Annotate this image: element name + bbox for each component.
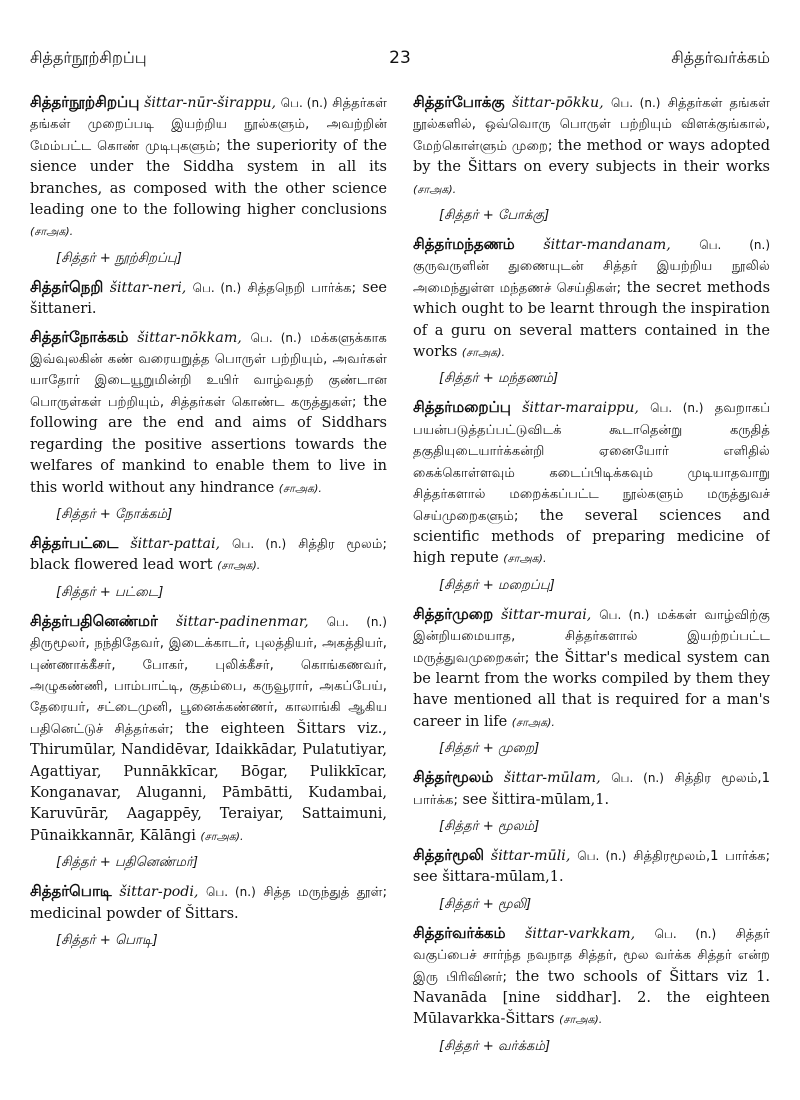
dictionary-entry: [413, 92, 770, 200]
entry-headword: சித்தர்மூலம்: [413, 768, 494, 787]
entry-source: (சாஅக).: [559, 1013, 603, 1027]
entry-etymology: [சித்தர் + பதினெண்மர்]: [56, 855, 199, 871]
dictionary-entry: [413, 767, 770, 811]
entry-transliteration: šittar-pōkku,: [511, 95, 604, 111]
entry-transliteration: šittar-mandanam,: [543, 237, 671, 254]
header-left-guideword: சித்தர்நூற்சிறப்பு: [30, 48, 147, 67]
entry-part-of-speech: பெ. (n.): [699, 238, 770, 253]
entry-etymology: [சித்தர் + நூற்சிறப்பு]: [56, 250, 182, 266]
entry-english-definition: the two schools of Šittars viz 1. Navanāda [nine siddhar]. 2. the eighteen Mūlavarkka-Šittars: [413, 968, 770, 1028]
entry-part-of-speech: பெ. (n.): [232, 536, 287, 551]
entry-headword: சித்தர்போக்கு: [413, 93, 505, 111]
entry-transliteration: šittar-maraippu,: [522, 400, 639, 417]
entry-part-of-speech: பெ. (n.): [326, 614, 387, 629]
entry-english-definition: see šittara-mūlam,1.: [413, 869, 564, 886]
entry-etymology: [சித்தர் + மந்தணம்]: [439, 371, 559, 387]
entry-source: (சாஅக).: [217, 559, 261, 573]
entry-headword: சித்தர்மந்தணம்: [413, 235, 515, 254]
dictionary-entry: [413, 604, 770, 733]
entry-tamil-definition: சித்திரமூலம்,1 பார்க்க;: [633, 848, 770, 864]
entry-english-definition: black flowered lead wort: [30, 557, 213, 574]
left-column: [30, 92, 387, 1090]
entry-english-definition: see šittira-mūlam,1.: [462, 791, 610, 808]
entry-transliteration: šittar-varkkam,: [525, 925, 636, 942]
entry-headword: சித்தர்பட்டை: [30, 533, 119, 552]
entry-tamil-definition: திருமூலர், நந்திதேவர், இடைக்காடர், புலத்தியர், அகத்தியர், புண்ணாக்கீசர், போகர், புலிக்கீசர், கொங்கணவர், அழுகண்ணி, பாம்பாட்டி, குதம்பை, கருவூரார், அகப்பேய், தேரையர், சட்டைமுனி, பூனைக்கண்ணர், காலாங்கி ஆகிய பதினெட்டுச் சித்தர்கள்;: [30, 636, 387, 737]
entry-source: (சாஅக).: [511, 715, 555, 729]
entry-transliteration: šittar-mūli,: [490, 847, 571, 864]
entry-transliteration: šittar-neri,: [109, 279, 187, 296]
entry-headword: சித்தர்முறை: [413, 604, 494, 623]
entry-part-of-speech: பெ. (n.): [192, 280, 242, 295]
entry-tamil-definition: சித்திர மூலம்;: [298, 536, 387, 552]
entry-part-of-speech: பெ. (n.): [650, 401, 704, 416]
entry-tamil-definition: சித்த மருந்துத் தூள்;: [263, 885, 387, 901]
dictionary-entry: [413, 397, 770, 569]
entry-part-of-speech: பெ. (n.): [611, 771, 664, 786]
entry-part-of-speech: பெ. (n.): [205, 885, 256, 900]
entry-english-definition: the Šittar's medical system can be learnt from the works compiled by them they have mentioned all that is required for a man's career in life: [413, 649, 770, 730]
entry-transliteration: šittar-padinenmar,: [175, 613, 309, 630]
entry-tamil-definition: குருவருளின் துணையுடன் சித்தர் இயற்றிய நூலில் அமைந்துள்ள மந்தணச் செய்திகள்;: [413, 259, 770, 296]
entry-headword: சித்தர்மூலி: [413, 845, 485, 864]
entry-headword: சித்தர்பதினெண்மர்: [30, 611, 158, 630]
entry-etymology: [சித்தர் + வர்க்கம்]: [439, 1038, 551, 1054]
entry-source: (சாஅக).: [30, 225, 74, 239]
entry-headword: சித்தர்வர்க்கம்: [413, 923, 506, 942]
entry-tamil-definition: சித்திர மூலம்,1 பார்க்க;: [413, 771, 770, 808]
entry-source: (சாஅக).: [200, 829, 244, 843]
dictionary-entry: [30, 533, 387, 577]
entry-part-of-speech: பெ. (n.): [577, 848, 627, 863]
entry-etymology: [சித்தர் + நோக்கம்]: [56, 506, 173, 522]
entry-transliteration: šittar-nūr-širappu,: [144, 95, 277, 111]
entry-headword: சித்தர்நெறி: [30, 277, 104, 296]
entry-etymology: [சித்தர் + பட்டை]: [56, 584, 164, 600]
entry-headword: சித்தர்நோக்கம்: [30, 327, 129, 346]
entry-transliteration: šittar-mūlam,: [503, 770, 601, 787]
entry-english-definition: see šittaneri.: [30, 279, 387, 318]
entry-etymology: [சித்தர் + பொடி]: [56, 933, 158, 948]
header-right-guideword: சித்தர்வர்க்கம்: [671, 48, 770, 67]
entry-tamil-definition: சித்தநெறி பார்க்க;: [247, 280, 357, 296]
entry-english-definition: the superiority of the sience under the Siddha system in all its branches, as composed with the other science leading one to the following higher conclusions: [30, 137, 387, 219]
page-number: 23: [389, 48, 411, 68]
entry-headword: சித்தர்நூற்சிறப்பு: [30, 93, 140, 111]
entry-source: (சாஅக).: [413, 182, 457, 196]
entry-tamil-definition: சித்தர்கள் தங்கள் நூல்களில், ஒவ்வொரு பொருள் பற்றியும் விளக்குங்கால், மேற்கொள்ளும் முறை;: [413, 96, 770, 154]
entry-part-of-speech: பெ. (n.): [599, 607, 650, 622]
entry-english-definition: the eighteen Šittars viz., Thirumūlar, Nandidēvar, Idaikkādar, Pulatutiyar, Agattiyar, Punnākkīcar, Bōgar, Pulikkīcar, Konganavar, Aluganni, Pāmbātti, Kudambai, Karuvūrār, Aagappēy, Teraiyar, Sattaimuni, Pūnaikkannār, Kālāngi: [30, 720, 387, 844]
entry-source: (சாஅக).: [278, 481, 322, 495]
entry-etymology: [சித்தர் + மூலி]: [439, 896, 532, 912]
entry-part-of-speech: பெ. (n.): [250, 330, 302, 345]
dictionary-entry: [413, 234, 770, 363]
dictionary-entry: [413, 845, 770, 889]
entry-english-definition: the following are the end and aims of Siddhars regarding the positive assertions towards the welfares of mankind to enable them to live in this world without any hindrance: [30, 393, 387, 496]
entry-transliteration: šittar-murai,: [501, 606, 592, 623]
entry-part-of-speech: பெ. (n.): [654, 926, 717, 941]
dictionary-entry: [30, 881, 387, 925]
dictionary-entry: [413, 923, 770, 1031]
entry-tamil-definition: மக்கள் வாழ்விற்கு இன்றியமையாத, சித்தர்களால் இயற்றப்பட்ட மருத்துவமுறைகள்;: [413, 607, 770, 666]
entry-tamil-definition: தவறாகப் பயன்படுத்தப்பட்டுவிடக் கூடாதென்று கருதித் தகுதியுடையார்க்கன்றி ஏனையோர் எளிதில் கைக்கொள்ளவும் கடைப்பிடிக்கவும் முடியாதவாறு சித்தர்களால் மறைக்கப்பட்ட நூல்களும் மருத்துவச் செய்முறைகளும்;: [413, 401, 770, 524]
entry-etymology: [சித்தர் + முறை]: [439, 741, 540, 757]
entry-tamil-definition: சித்தர் வகுப்பைச் சார்ந்த நவநாத சித்தர், மூல வர்க்க சித்தர் என்ற இரு பிரிவினர்;: [413, 926, 770, 985]
entry-english-definition: the method or ways adopted by the Šittars on every subjects in their works: [413, 137, 770, 176]
dictionary-entry: [30, 92, 387, 243]
entry-part-of-speech: பெ. (n.): [610, 96, 661, 110]
entry-part-of-speech: பெ. (n.): [280, 96, 328, 110]
entry-transliteration: šittar-podi,: [119, 884, 199, 901]
right-column: [413, 92, 770, 1090]
dictionary-entry: [30, 277, 387, 321]
entry-tamil-definition: மக்களுக்காக இவ்வுலகின் கண் வரையறுத்த பொருள் பற்றியும், அவர்கள் யாதோர் இடையூறுமின்றி உயிர் வாழ்வதற் குண்டான பொருள்கள் பற்றியும், சித்தர்கள் கொண்ட கருத்துகள்;: [30, 330, 387, 410]
entry-english-definition: the several sciences and scientific methods of preparing medicine of high repute: [413, 507, 770, 567]
entry-english-definition: medicinal powder of Šittars.: [30, 905, 239, 922]
entry-headword: சித்தர்மறைப்பு: [413, 398, 511, 417]
entry-columns: [30, 92, 770, 1090]
dictionary-entry: [30, 327, 387, 499]
entry-english-definition: the secret methods which ought to be learnt through the inspiration of a guru on several matters contained in the works: [413, 279, 770, 361]
page-header: [30, 48, 770, 74]
entry-source: (சாஅக).: [503, 552, 547, 566]
entry-source: (சாஅக).: [461, 346, 506, 360]
entry-headword: சித்தர்பொடி: [30, 882, 112, 901]
entry-transliteration: šittar-pattai,: [130, 535, 221, 552]
entry-tamil-definition: சித்தர்கள் தங்கள் முறைப்படி இயற்றிய நூல்களும், அவற்றின் மேம்பட்ட கொண் முடிபுகளும்;: [30, 96, 387, 154]
entry-etymology: [சித்தர் + மறைப்பு]: [439, 577, 555, 593]
entry-etymology: [சித்தர் + மூலம்]: [439, 818, 540, 834]
entry-transliteration: šittar-nōkkam,: [137, 329, 242, 346]
dictionary-entry: [30, 611, 387, 847]
entry-etymology: [சித்தர் + போக்கு]: [439, 208, 550, 224]
